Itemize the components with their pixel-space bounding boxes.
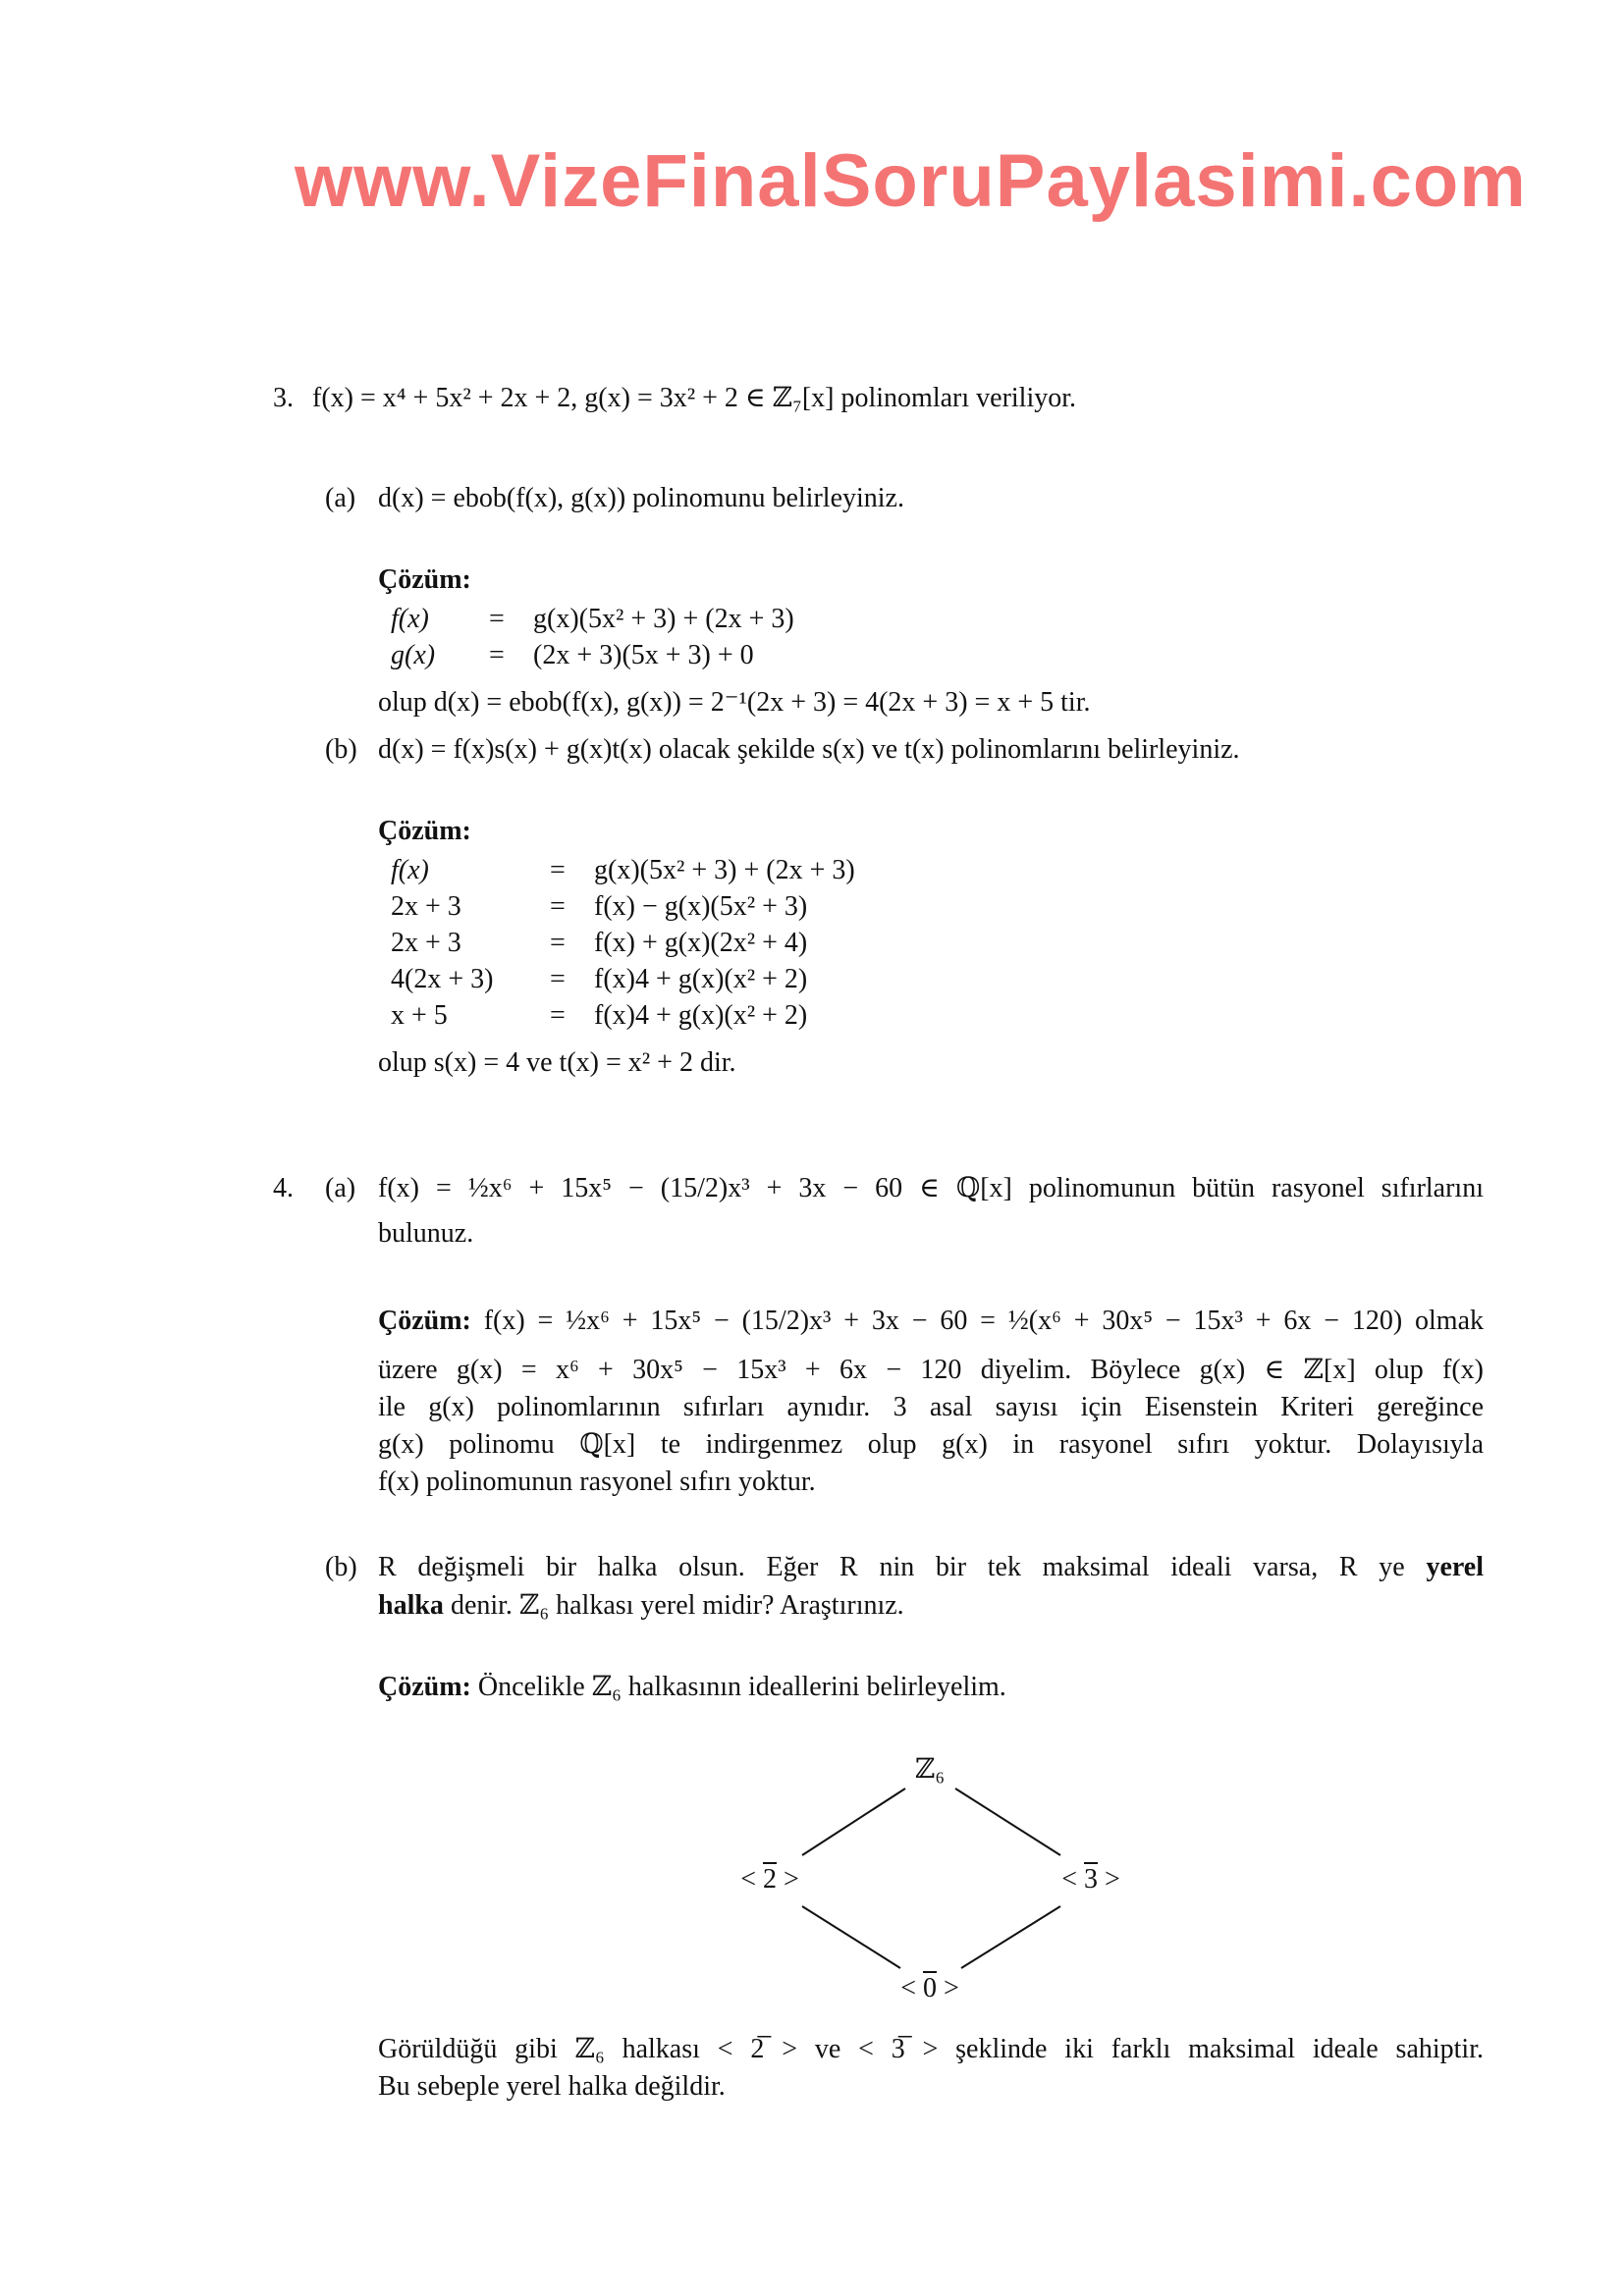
eq-op: = xyxy=(550,891,566,922)
eq-lhs: 2x + 3 xyxy=(391,928,461,958)
q4a-solution-line3: ile g(x) polinomlarının sıfırları aynıdır. 3 asal sayısı için Eisenstein Kriteri gereğince xyxy=(378,1392,1484,1422)
eq-lhs: 2x + 3 xyxy=(391,891,461,922)
edge-top-left xyxy=(802,1789,905,1855)
ideal-generator: 3 xyxy=(1084,1864,1098,1895)
edge-left-bottom xyxy=(802,1906,900,1968)
edge-right-bottom xyxy=(961,1906,1060,1968)
eq-rhs: f(x)4 + g(x)(x² + 2) xyxy=(594,964,808,994)
solution-label: Çözüm: xyxy=(378,1306,471,1336)
eq-rhs: g(x)(5x² + 3) + (2x + 3) xyxy=(533,604,794,634)
solution-label: Çözüm: xyxy=(378,816,471,846)
q4a-solution-line5: f(x) polinomunun rasyonel sıfırı yoktur. xyxy=(378,1467,816,1497)
edge-top-right xyxy=(955,1789,1060,1855)
eq-lhs: f(x) xyxy=(391,604,429,634)
bracket: > xyxy=(1105,1864,1120,1895)
q3a-conclusion: olup d(x) = ebob(f(x), g(x)) = 2⁻¹(2x + 3) = 4(2x + 3) = x + 5 tir. xyxy=(378,687,1091,718)
q3b-label: (b) xyxy=(325,734,357,765)
q4a-text-line1: f(x) = ½x⁶ + 15x⁵ − (15/2)x³ + 3x − 60 ∈ ℚ[x] polinomunun bütün rasyonel sıfırlarını xyxy=(378,1173,1484,1203)
q4b-label: (b) xyxy=(325,1552,357,1582)
eq-op: = xyxy=(489,604,505,634)
q3-number: 3. xyxy=(273,383,294,413)
eq-rhs: f(x) − g(x)(5x² + 3) xyxy=(594,891,808,922)
term-halka: halka xyxy=(378,1590,444,1621)
bracket: < xyxy=(740,1864,756,1895)
q4b-text: R değişmeli bir halka olsun. Eğer R nin bir tek maksimal ideali varsa, R ye xyxy=(378,1552,1405,1582)
node-ideal-0 xyxy=(900,1973,959,2004)
q3-statement: f(x) = x⁴ + 5x² + 2x + 2, g(x) = 3x² + 2 ∈ ℤ₇[x] polinomları veriliyor. xyxy=(312,383,1077,413)
node-z6: ℤ₆ xyxy=(914,1754,946,1785)
solution-label: Çözüm: xyxy=(378,564,471,595)
ideal-generator: 2 xyxy=(763,1864,777,1895)
eq-rhs: (2x + 3)(5x + 3) + 0 xyxy=(533,640,754,670)
bracket: < xyxy=(900,1973,916,2003)
q4a-solution-line2: üzere g(x) = x⁶ + 30x⁵ − 15x³ + 6x − 120 diyelim. Böylece g(x) ∈ ℤ[x] olup f(x) xyxy=(378,1355,1484,1385)
eq-lhs: f(x) xyxy=(391,855,429,885)
eq-op: = xyxy=(550,855,566,885)
q4-number: 4. xyxy=(273,1173,294,1203)
ideal-generator: 0 xyxy=(923,1973,937,2003)
eq-lhs: 4(2x + 3) xyxy=(391,964,494,994)
q4a-label: (a) xyxy=(325,1173,356,1203)
eq-op: = xyxy=(550,928,566,958)
q4a-text-line2: bulunuz. xyxy=(378,1218,474,1249)
bracket: > xyxy=(784,1864,799,1895)
eq-rhs: f(x) + g(x)(2x² + 4) xyxy=(594,928,808,958)
eq-op: = xyxy=(489,640,505,670)
q3a-text: d(x) = ebob(f(x), g(x)) polinomunu belirleyiniz. xyxy=(378,483,904,513)
eq-rhs: g(x)(5x² + 3) + (2x + 3) xyxy=(594,855,855,885)
q4b-conclusion-line1: Görüldüğü gibi ℤ₆ halkası < 2̅ > ve < 3̅ > şeklinde iki farklı maksimal ideale sahiptir. xyxy=(378,2034,1484,2064)
watermark: www.VizeFinalSoruPaylasimi.com xyxy=(295,139,1527,223)
eq-lhs: x + 5 xyxy=(391,1000,448,1031)
q4a-solution-line4: g(x) polinomu ℚ[x] te indirgenmez olup g(x) in rasyonel sıfırı yoktur. Dolayısıyla xyxy=(378,1429,1484,1460)
q3b-conclusion: olup s(x) = 4 ve t(x) = x² + 2 dir. xyxy=(378,1047,736,1078)
q3b-text: d(x) = f(x)s(x) + g(x)t(x) olacak şekilde s(x) ve t(x) polinomlarını belirleyiniz. xyxy=(378,734,1240,765)
eq-rhs: f(x)4 + g(x)(x² + 2) xyxy=(594,1000,808,1031)
q4b-text: denir. ℤ₆ halkası yerel midir? Araştırınız. xyxy=(450,1590,904,1621)
bracket: > xyxy=(944,1973,959,2003)
term-yerel: yerel xyxy=(1426,1552,1485,1582)
bracket: < xyxy=(1061,1864,1077,1895)
eq-lhs: g(x) xyxy=(391,640,436,670)
node-ideal-2 xyxy=(740,1864,799,1896)
solution-text: Öncelikle ℤ₆ halkasının ideallerini belirleyelim. xyxy=(477,1672,1006,1702)
eq-op: = xyxy=(550,1000,566,1031)
q3a-label: (a) xyxy=(325,483,356,513)
q4b-conclusion-line2: Bu sebeple yerel halka değildir. xyxy=(378,2071,726,2102)
eq-op: = xyxy=(550,964,566,994)
solution-label: Çözüm: xyxy=(378,1672,471,1702)
solution-text: f(x) = ½x⁶ + 15x⁵ − (15/2)x³ + 3x − 60 = ½(x⁶ + 30x⁵ − 15x³ + 6x − 120) olmak xyxy=(483,1306,1485,1336)
node-ideal-3 xyxy=(1061,1864,1120,1896)
